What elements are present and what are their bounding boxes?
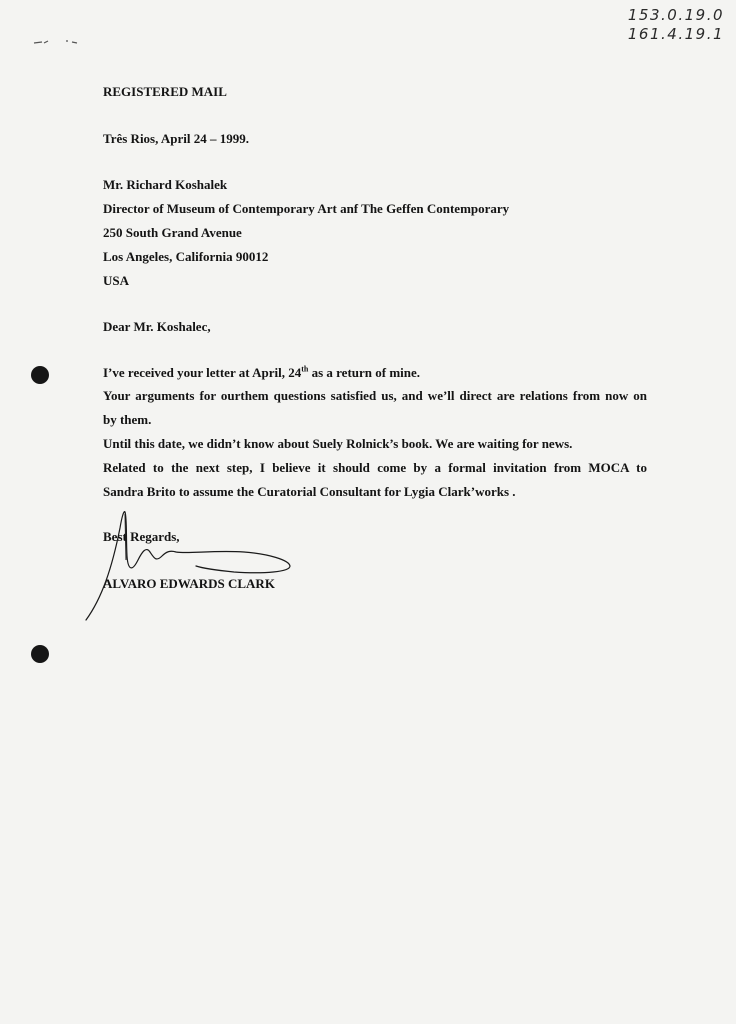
punch-hole-top — [31, 366, 49, 384]
recipient-street: 250 South Grand Avenue — [103, 225, 242, 240]
pencil-mark — [32, 37, 78, 47]
punch-hole-bottom — [31, 645, 49, 663]
registered-mail-heading: REGISTERED MAIL — [103, 84, 227, 99]
archive-ref-line-1: 153.0.19.0 — [627, 6, 724, 24]
recipient-country: USA — [103, 273, 130, 288]
body-p1-text: I’ve received your letter at April, 24 — [103, 365, 302, 380]
body-paragraph-2-line-1: Your arguments for ourthem questions satisfied us, and we’ll direct are relations from now on — [103, 388, 647, 403]
body-paragraph-1 — [103, 365, 420, 381]
recipient-title: Director of Museum of Contemporary Art anf The Geffen Contemporary — [103, 201, 510, 216]
archive-ref-line-2: 161.4.19.1 — [627, 25, 724, 43]
body-paragraph-2-line-2: by them. — [103, 412, 152, 427]
closing: Best Regards, — [103, 529, 180, 544]
signatory-name: ALVARO EDWARDS CLARK — [103, 576, 275, 591]
archive-reference-handwritten — [628, 6, 724, 44]
recipient-name: Mr. Richard Koshalek — [103, 177, 228, 192]
recipient-city: Los Angeles, California 90012 — [103, 249, 269, 264]
body-paragraph-4-line-1: Related to the next step, I believe it should come by a formal invitation from MOCA to — [103, 460, 647, 475]
body-paragraph-4-line-2: Sandra Brito to assume the Curatorial Consultant for Lygia Clark’works . — [103, 484, 516, 499]
salutation: Dear Mr. Koshalec, — [103, 319, 211, 334]
body-p1-tail: as a return of mine. — [308, 365, 421, 380]
handwritten-signature — [84, 508, 294, 623]
body-paragraph-3: Until this date, we didn’t know about Suely Rolnick’s book. We are waiting for news. — [103, 436, 573, 451]
body-p1-ordinal: th — [301, 364, 309, 374]
place-date: Três Rios, April 24 – 1999. — [103, 131, 250, 146]
